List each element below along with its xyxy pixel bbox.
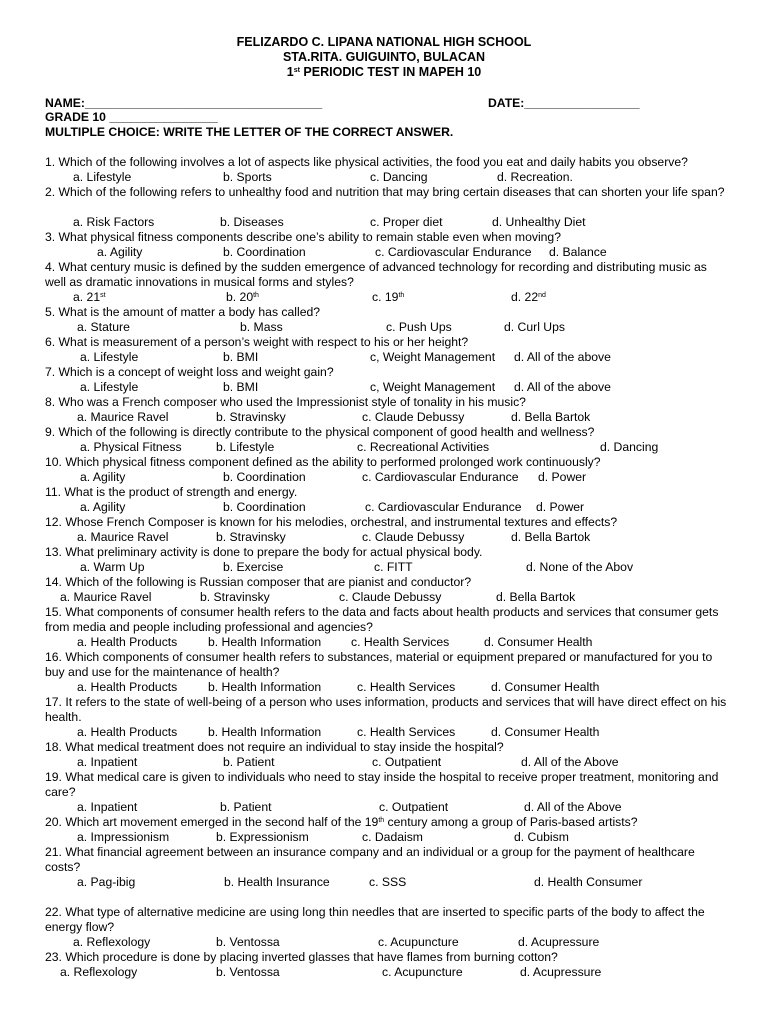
q18-choice-d: d. All of the Above bbox=[521, 755, 619, 769]
q15-choice-c: c. Health Services bbox=[351, 635, 450, 649]
q5-choice-b: b. Mass bbox=[240, 320, 283, 334]
q8-choice-b: b. Stravinsky bbox=[216, 410, 286, 424]
q6-choice-b: b. BMI bbox=[223, 350, 259, 364]
q3-choice-c: c. Cardiovascular Endurance bbox=[375, 245, 532, 259]
test-title-rest: PERIODIC TEST IN MAPEH 10 bbox=[299, 65, 482, 79]
question-17: 17. It refers to the state of well-being of a person who uses information, products and services that will have direct effect on his health. bbox=[45, 695, 727, 724]
question-10: 10. Which physical fitness component defined as the ability to performed prolonged work continuously? bbox=[45, 455, 601, 469]
q13-choice-d: d. None of the Abov bbox=[526, 560, 634, 574]
q10-choice-d: d. Power bbox=[538, 470, 587, 484]
q21-choice-d: d. Health Consumer bbox=[534, 875, 643, 889]
question-16: 16. Which components of consumer health refers to substances, material or equipment prepared or manufactured for you to buy and use for the maintenance of health? bbox=[45, 650, 713, 679]
q18-choice-a: a. Inpatient bbox=[77, 755, 138, 769]
q11-choice-a: a. Agility bbox=[80, 500, 126, 514]
question-13: 13. What preliminary activity is done to prepare the body for actual physical body. bbox=[45, 545, 483, 559]
q13-choice-b: b. Exercise bbox=[223, 560, 284, 574]
q23-choice-b: b. Ventossa bbox=[216, 965, 280, 979]
q4-choice-d: d. 22nd bbox=[511, 290, 546, 304]
q1-choice-d: d. Recreation. bbox=[497, 170, 573, 184]
q2-choice-c: c. Proper diet bbox=[370, 215, 443, 229]
question-23: 23. Which procedure is done by placing inverted glasses that have flames from burning cotton? bbox=[45, 950, 558, 964]
q5-choice-d: d. Curl Ups bbox=[504, 320, 565, 334]
question-20: 20. Which art movement emerged in the second half of the 19th century among a group of Paris-based artists? bbox=[45, 815, 638, 829]
q23-choice-a: a. Reflexology bbox=[60, 965, 138, 979]
q10-choice-a: a. Agility bbox=[80, 470, 126, 484]
instructions: MULTIPLE CHOICE: WRITE THE LETTER OF THE CORRECT ANSWER. bbox=[45, 125, 454, 139]
q15-choice-a: a. Health Products bbox=[77, 635, 178, 649]
q5-choice-c: c. Push Ups bbox=[386, 320, 452, 334]
q22-choice-a: a. Reflexology bbox=[73, 935, 151, 949]
q10-choice-c: c. Cardiovascular Endurance bbox=[362, 470, 519, 484]
q1-choice-c: c. Dancing bbox=[370, 170, 428, 184]
q11-choice-d: d. Power bbox=[536, 500, 585, 514]
q14-choice-d: d. Bella Bartok bbox=[496, 590, 576, 604]
q16-choice-d: d. Consumer Health bbox=[491, 680, 600, 694]
q17-choice-c: c. Health Services bbox=[357, 725, 456, 739]
q4-choice-a: a. 21st bbox=[73, 290, 106, 304]
test-ordinal-suffix: st bbox=[293, 67, 300, 74]
q16-choice-b: b. Health Information bbox=[208, 680, 322, 694]
q19-choice-b: b. Patient bbox=[220, 800, 272, 814]
q23-choice-d: d. Acupressure bbox=[520, 965, 602, 979]
q15-choice-b: b. Health Information bbox=[208, 635, 322, 649]
question-12: 12. Whose French Composer is known for his melodies, orchestral, and instrumental textures and effects? bbox=[45, 515, 618, 529]
q17-choice-a: a. Health Products bbox=[77, 725, 178, 739]
q20-choice-d: d. Cubism bbox=[514, 830, 569, 844]
question-2: 2. Which of the following refers to unhealthy food and nutrition that may bring certain diseases that can shorten your life span? bbox=[45, 185, 725, 199]
q7-choice-c: c, Weight Management bbox=[370, 380, 496, 394]
q7-choice-d: d. All of the above bbox=[514, 380, 611, 394]
q8-choice-a: a. Maurice Ravel bbox=[77, 410, 169, 424]
q9-choice-b: b. Lifestyle bbox=[216, 440, 275, 454]
question-7: 7. Which is a concept of weight loss and weight gain? bbox=[45, 365, 334, 379]
q17-choice-b: b. Health Information bbox=[208, 725, 322, 739]
q14-choice-b: b. Stravinsky bbox=[200, 590, 270, 604]
question-11: 11. What is the product of strength and energy. bbox=[45, 485, 298, 499]
question-15: 15. What components of consumer health refers to the data and facts about health products and services that consumer gets from media and people including professional and agencies? bbox=[45, 605, 719, 634]
q17-choice-d: d. Consumer Health bbox=[491, 725, 600, 739]
question-21: 21. What financial agreement between an insurance company and an individual or a group for the payment of healthcare costs? bbox=[45, 845, 695, 874]
q6-choice-a: a. Lifestyle bbox=[80, 350, 139, 364]
question-6: 6. What is measurement of a person’s weight with respect to his or her height? bbox=[45, 335, 469, 349]
q22-choice-c: c. Acupuncture bbox=[378, 935, 459, 949]
q16-choice-a: a. Health Products bbox=[77, 680, 178, 694]
q6-choice-c: c, Weight Management bbox=[370, 350, 496, 364]
q9-choice-d: d. Dancing bbox=[600, 440, 659, 454]
test-ordinal: 1 bbox=[286, 65, 294, 79]
q23-choice-c: c. Acupuncture bbox=[382, 965, 463, 979]
q19-choice-c: c. Outpatient bbox=[379, 800, 449, 814]
q15-choice-d: d. Consumer Health bbox=[484, 635, 593, 649]
question-14: 14. Which of the following is Russian composer that are pianist and conductor? bbox=[45, 575, 472, 589]
q21-choice-c: c. SSS bbox=[369, 875, 407, 889]
q1-choice-a: a. Lifestyle bbox=[73, 170, 132, 184]
q16-choice-c: c. Health Services bbox=[357, 680, 456, 694]
q4-choice-c: c. 19th bbox=[372, 290, 405, 304]
question-4: 4. What century music is defined by the sudden emergence of advanced technology for recording and distributing music as well as dramatic innovations in musical forms and styles? bbox=[45, 260, 707, 289]
q12-choice-c: c. Claude Debussy bbox=[362, 530, 465, 544]
name-field: NAME:___________________________________ bbox=[45, 96, 323, 110]
q13-choice-c: c. FITT bbox=[374, 560, 413, 574]
q3-choice-b: b. Coordination bbox=[223, 245, 306, 259]
q2-choice-d: d. Unhealthy Diet bbox=[492, 215, 586, 229]
question-5: 5. What is the amount of matter a body has called? bbox=[45, 305, 321, 319]
question-19: 19. What medical care is given to individuals who need to stay inside the hospital to receive proper treatment, monitoring and care? bbox=[45, 770, 719, 799]
q13-choice-a: a. Warm Up bbox=[80, 560, 145, 574]
q1-choice-b: b. Sports bbox=[223, 170, 272, 184]
q11-choice-c: c. Cardiovascular Endurance bbox=[365, 500, 522, 514]
q14-choice-c: c. Claude Debussy bbox=[339, 590, 442, 604]
q5-choice-a: a. Stature bbox=[77, 320, 130, 334]
q6-choice-d: d. All of the above bbox=[514, 350, 611, 364]
test-title bbox=[0, 65, 768, 80]
q2-choice-a: a. Risk Factors bbox=[73, 215, 155, 229]
q8-choice-c: c. Claude Debussy bbox=[362, 410, 465, 424]
question-1: 1. Which of the following involves a lot of aspects like physical activities, the food you eat and daily habits you observe? bbox=[45, 155, 688, 169]
q2-choice-b: b. Diseases bbox=[220, 215, 284, 229]
school-name: FELIZARDO C. LIPANA NATIONAL HIGH SCHOOL bbox=[236, 35, 532, 49]
question-8: 8. Who was a French composer who used the Impressionist style of tonality in his music? bbox=[45, 395, 526, 409]
q18-choice-b: b. Patient bbox=[223, 755, 275, 769]
q3-choice-d: d. Balance bbox=[549, 245, 607, 259]
date-field: DATE:_________________ bbox=[488, 96, 640, 110]
q12-choice-d: d. Bella Bartok bbox=[511, 530, 591, 544]
q22-choice-b: b. Ventossa bbox=[216, 935, 280, 949]
question-22: 22. What type of alternative medicine are using long thin needles that are inserted to specific parts of the body to affect the energy flow? bbox=[45, 905, 705, 934]
question-18: 18. What medical treatment does not require an individual to stay inside the hospital? bbox=[45, 740, 504, 754]
q21-choice-a: a. Pag-ibig bbox=[77, 875, 136, 889]
q20-choice-c: c. Dadaism bbox=[362, 830, 423, 844]
q3-choice-a: a. Agility bbox=[97, 245, 143, 259]
q7-choice-a: a. Lifestyle bbox=[80, 380, 139, 394]
q10-choice-b: b. Coordination bbox=[223, 470, 306, 484]
q18-choice-c: c. Outpatient bbox=[372, 755, 442, 769]
q12-choice-a: a. Maurice Ravel bbox=[77, 530, 169, 544]
q14-choice-a: a. Maurice Ravel bbox=[60, 590, 152, 604]
q20-choice-a: a. Impressionism bbox=[77, 830, 170, 844]
q21-choice-b: b. Health Insurance bbox=[224, 875, 330, 889]
q22-choice-d: d. Acupressure bbox=[518, 935, 600, 949]
question-9: 9. Which of the following is directly contribute to the physical component of good health and wellness? bbox=[45, 425, 595, 439]
grade-field: GRADE 10 ________________ bbox=[45, 110, 218, 124]
q8-choice-d: d. Bella Bartok bbox=[511, 410, 591, 424]
question-3: 3. What physical fitness components describe one’s ability to remain stable even when moving? bbox=[45, 230, 561, 244]
q20-choice-b: b. Expressionism bbox=[216, 830, 309, 844]
q12-choice-b: b. Stravinsky bbox=[216, 530, 286, 544]
q19-choice-a: a. Inpatient bbox=[77, 800, 138, 814]
q9-choice-a: a. Physical Fitness bbox=[80, 440, 182, 454]
q9-choice-c: c. Recreational Activities bbox=[357, 440, 490, 454]
q11-choice-b: b. Coordination bbox=[223, 500, 306, 514]
q4-choice-b: b. 20th bbox=[226, 290, 259, 304]
q19-choice-d: d. All of the Above bbox=[524, 800, 622, 814]
q7-choice-b: b. BMI bbox=[223, 380, 259, 394]
school-address: STA.RITA. GUIGUINTO, BULACAN bbox=[282, 50, 486, 64]
